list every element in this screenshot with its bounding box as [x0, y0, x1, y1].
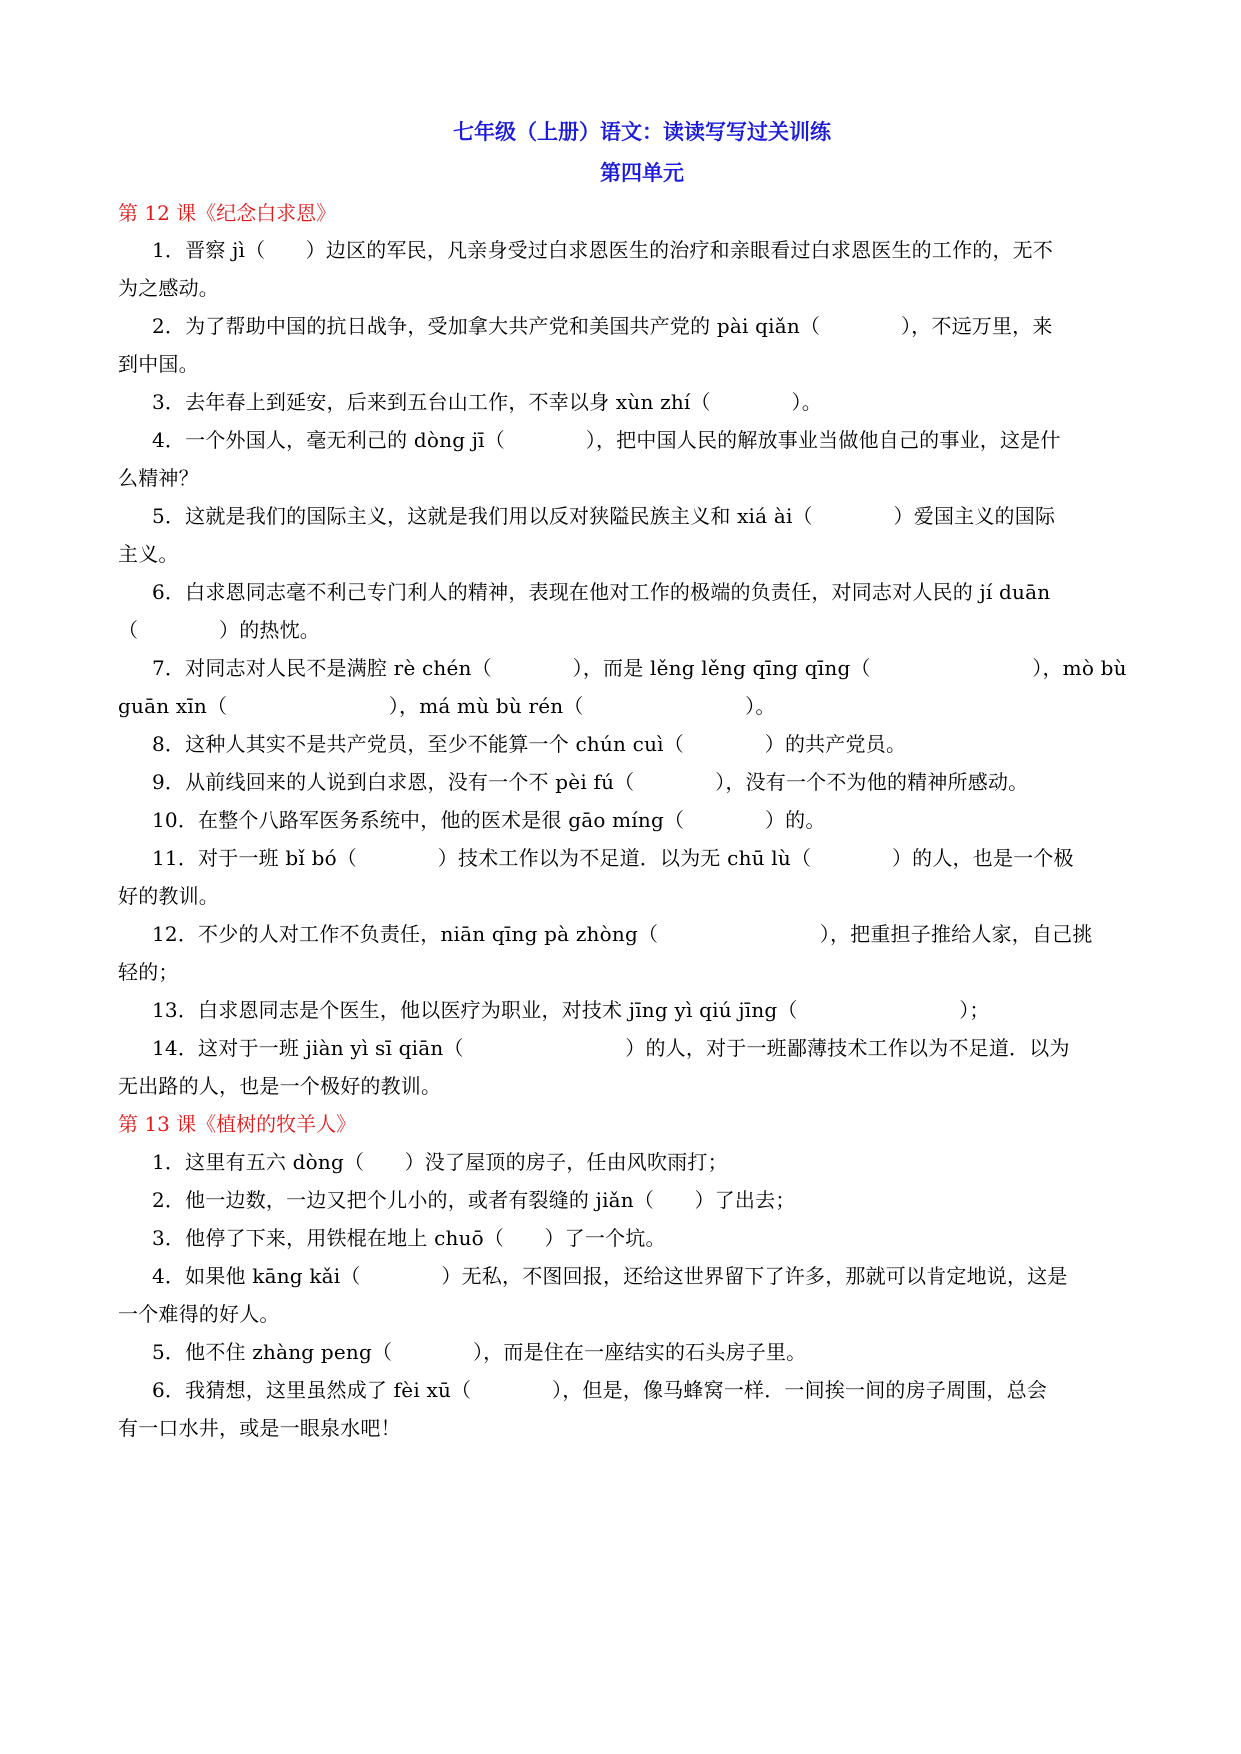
- exercise-line: 10．在整个八路军医务系统中，他的医术是很 gāo míng（ ）的。: [152, 808, 826, 832]
- unit-title: 第四单元: [600, 160, 684, 185]
- exercise-line: 3．他停了下来，用铁棍在地上 chuō（ ）了一个坑。: [152, 1226, 666, 1250]
- exercise-line: 1．这里有五六 dòng（ ）没了屋顶的房子，任由风吹雨打；: [152, 1150, 728, 1174]
- exercise-line: 5．这就是我们的国际主义，这就是我们用以反对狭隘民族主义和 xiá ài（ ）爱国主义的国际: [152, 504, 1056, 528]
- exercise-line: 14．这对于一班 jiàn yì sī qiān（ ）的人，对于一班鄙薄技术工作以为不足道．以为: [152, 1036, 1070, 1060]
- exercise-line: （ ）的热忱。: [118, 618, 320, 642]
- exercise-line: 么精神？: [118, 466, 199, 490]
- exercise-line: 6．我猜想，这里虽然成了 fèi xū（ ），但是，像马蜂窝一样．一间挨一间的房子周围，总会: [152, 1378, 1048, 1402]
- exercise-line: 主义。: [118, 542, 179, 566]
- exercise-line: 3．去年春上到延安，后来到五台山工作，不幸以身 xùn zhí（ ）。: [152, 390, 822, 414]
- exercise-line: 1．晋察 jì（ ）边区的军民，凡亲身受过白求恩医生的治疗和亲眼看过白求恩医生的工作的，无不: [152, 238, 1054, 262]
- exercise-line: 6．白求恩同志毫不利己专门利人的精神，表现在他对工作的极端的负责任，对同志对人民的 jí duān: [152, 580, 1051, 604]
- exercise-line: 到中国。: [118, 352, 199, 376]
- lesson-13-heading: 第 13 课《植树的牧羊人》: [118, 1112, 357, 1136]
- exercise-line: 好的教训。: [118, 884, 219, 908]
- exercise-line: 4．一个外国人，毫无利己的 dòng jī（ ），把中国人民的解放事业当做他自己的事业，这是什: [152, 428, 1061, 452]
- exercise-line: guān xīn（ ），má mù bù rén（ ）。: [118, 694, 776, 718]
- document-title: 七年级（上册）语文：读读写写过关训练: [453, 119, 831, 144]
- exercise-line: 无出路的人，也是一个极好的教训。: [118, 1074, 442, 1098]
- exercise-line: 8．这种人其实不是共产党员，至少不能算一个 chún cuì（ ）的共产党员。: [152, 732, 907, 756]
- exercise-line: 4．如果他 kāng kǎi（ ）无私，不图回报，还给这世界留下了许多，那就可以肯定地说，这是: [152, 1264, 1068, 1288]
- exercise-line: 13．白求恩同志是个医生，他以医疗为职业，对技术 jīng yì qiú jīng（ ）；: [152, 998, 990, 1022]
- exercise-line: 12．不少的人对工作不负责任，niān qīng pà zhòng（ ），把重担子推给人家，自己挑: [152, 922, 1093, 946]
- exercise-line: 5．他不住 zhàng peng（ ），而是住在一座结实的石头房子里。: [152, 1340, 807, 1364]
- exercise-line: 有一口水井，或是一眼泉水吧！: [118, 1416, 401, 1440]
- exercise-line: 7．对同志对人民不是满腔 rè chén（ ），而是 lěng lěng qīng qīng（ ），mò bù: [152, 656, 1127, 680]
- exercise-line: 轻的；: [118, 960, 179, 984]
- exercise-line: 2．为了帮助中国的抗日战争，受加拿大共产党和美国共产党的 pài qiǎn（ ），不远万里，来: [152, 314, 1053, 338]
- exercise-line: 11．对于一班 bǐ bó（ ）技术工作以为不足道．以为无 chū lù（ ）的人，也是一个极: [152, 846, 1074, 870]
- exercise-line: 为之感动。: [118, 276, 219, 300]
- exercise-line: 9．从前线回来的人说到白求恩，没有一个不 pèi fú（ ），没有一个不为他的精神所感动。: [152, 770, 1029, 794]
- lesson-12-heading: 第 12 课《纪念白求恩》: [118, 201, 337, 225]
- exercise-line: 2．他一边数，一边又把个儿小的，或者有裂缝的 jiǎn（ ）了出去；: [152, 1188, 796, 1212]
- exercise-line: 一个难得的好人。: [118, 1302, 280, 1326]
